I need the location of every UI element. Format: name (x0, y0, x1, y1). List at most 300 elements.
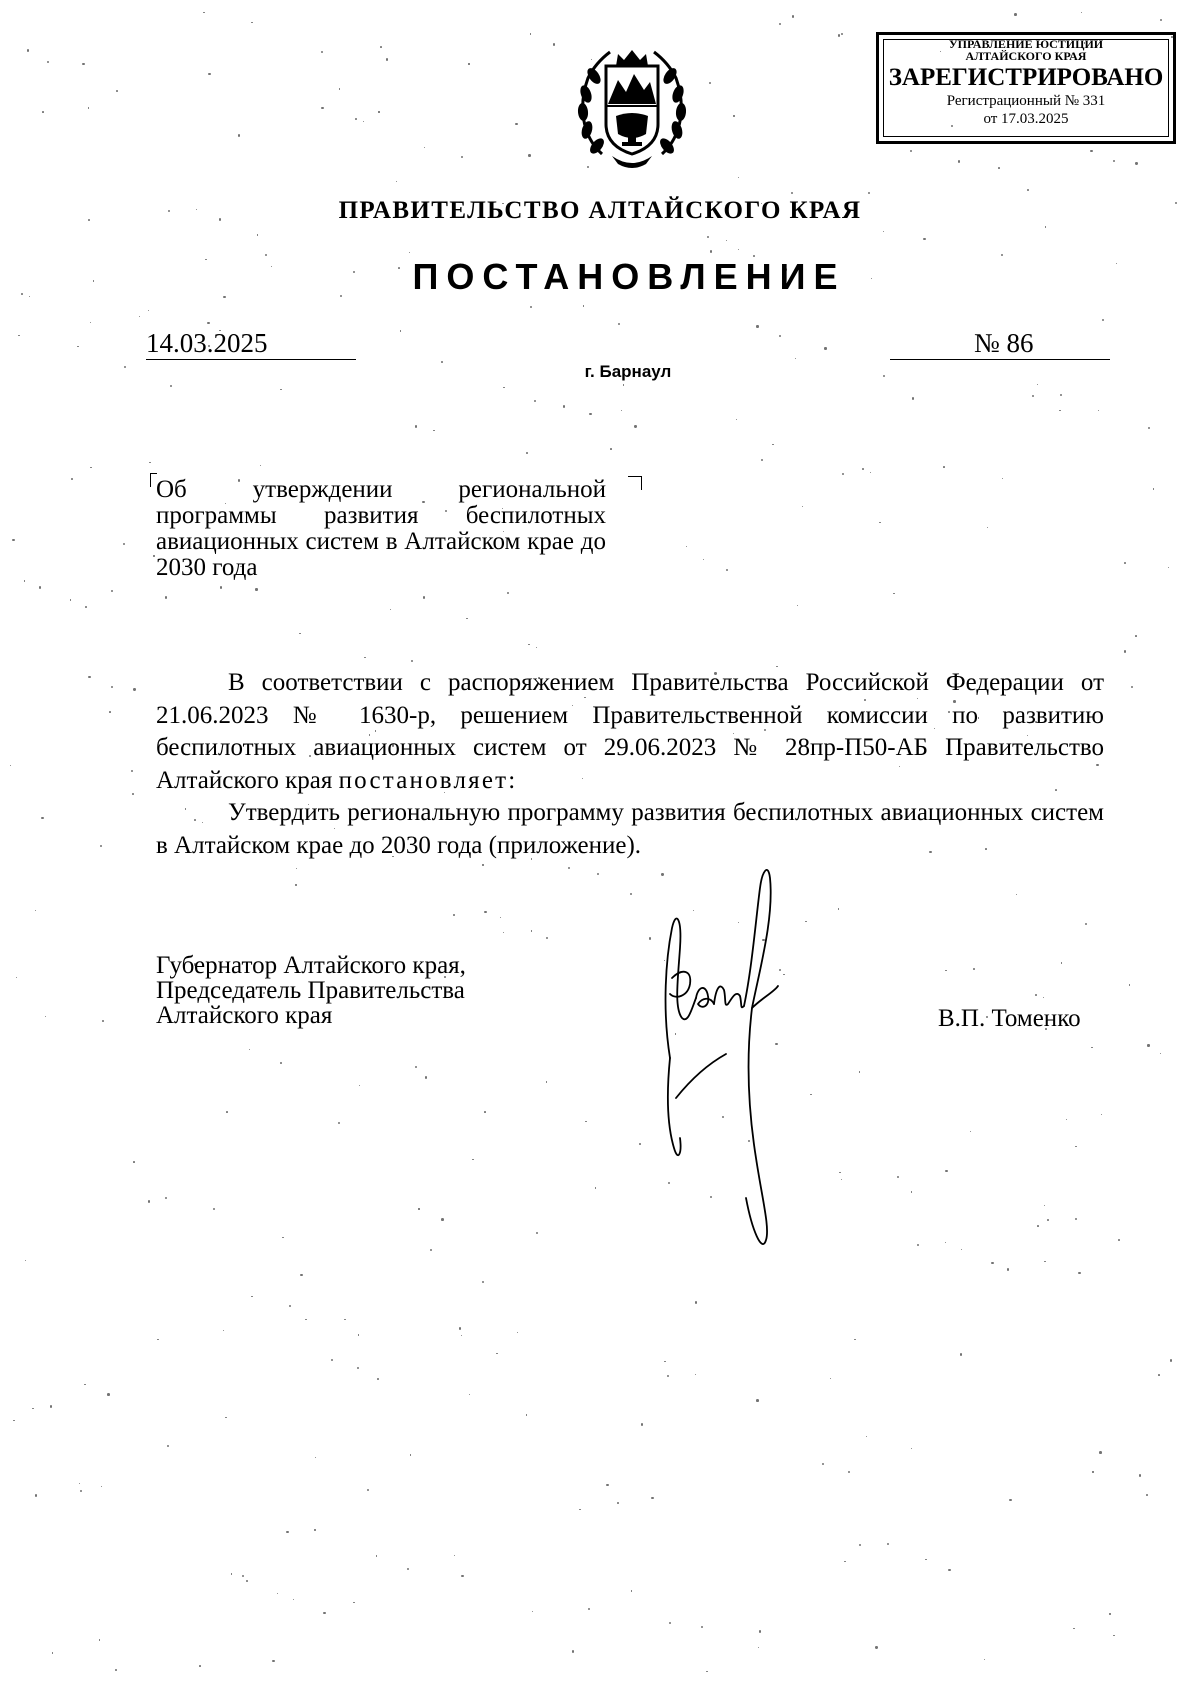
scan-speck (859, 1071, 860, 1072)
scan-speck (998, 167, 1000, 169)
scan-speck (897, 1176, 899, 1178)
scan-speck (530, 306, 533, 309)
scan-speck (1007, 1268, 1010, 1271)
scan-speck (911, 1191, 913, 1193)
scan-speck (251, 1296, 252, 1297)
scan-speck (80, 1490, 82, 1492)
scan-speck (246, 1580, 248, 1582)
scan-speck (424, 147, 425, 148)
scan-speck (32, 1408, 33, 1409)
stamp-registration-number: Регистрационный № 331 (946, 93, 1106, 109)
scan-speck (546, 937, 548, 939)
scan-speck (484, 1111, 486, 1113)
scan-speck (13, 1420, 14, 1421)
scan-speck (1139, 1474, 1141, 1476)
scan-speck (157, 1339, 159, 1341)
scan-speck (376, 1555, 377, 1556)
scan-speck (621, 410, 622, 411)
scan-speck (528, 154, 530, 156)
scan-speck (707, 236, 709, 238)
scan-speck (461, 156, 463, 158)
scan-speck (496, 1353, 498, 1355)
scan-speck (42, 111, 44, 113)
scan-speck (430, 1249, 432, 1251)
scan-speck (1035, 994, 1037, 996)
scan-speck (1043, 997, 1044, 998)
scan-speck (1085, 923, 1087, 925)
scan-speck (500, 917, 501, 918)
scan-speck (991, 1262, 993, 1264)
scan-speck (207, 322, 209, 324)
scan-speck (695, 1374, 696, 1375)
scan-speck (1059, 410, 1060, 411)
scan-speck (1147, 1044, 1149, 1046)
scan-speck (686, 546, 687, 547)
scan-speck (948, 1569, 951, 1572)
scan-speck (630, 893, 632, 895)
scan-speck (35, 1494, 37, 1496)
scan-speck (249, 1049, 250, 1050)
scan-speck (1101, 1114, 1103, 1116)
body-paragraph-1 (156, 667, 1104, 797)
scan-speck (631, 1590, 633, 1592)
scan-speck (377, 1378, 379, 1380)
scan-speck (454, 1555, 455, 1556)
scan-speck (772, 444, 773, 445)
scan-speck (839, 1172, 841, 1174)
scan-speck (1061, 962, 1063, 964)
resolves-word: постановляет: (338, 766, 518, 794)
scan-speck (338, 1122, 340, 1124)
scan-speck (669, 1622, 671, 1624)
scan-speck (641, 1423, 643, 1425)
scan-speck (344, 1319, 346, 1321)
scan-speck (242, 1575, 244, 1577)
scan-speck (88, 107, 89, 108)
scan-speck (585, 1121, 586, 1122)
scan-speck (116, 90, 118, 92)
document-subject: Об утверждении региональной программы развития беспилотных авиационных систем в Алтайском крае до 2030 года (156, 476, 606, 581)
scan-speck (357, 1367, 359, 1369)
scan-speck (1002, 478, 1003, 479)
scan-speck (610, 448, 612, 450)
scan-speck (536, 647, 537, 648)
scan-speck (759, 1630, 761, 1632)
scan-speck (911, 1448, 912, 1449)
scan-speck (1091, 1047, 1092, 1048)
scan-speck (822, 1463, 824, 1465)
scan-speck (139, 316, 140, 317)
scan-speck (530, 33, 531, 34)
scan-speck (733, 115, 734, 116)
scan-speck (738, 249, 739, 250)
scan-speck (848, 1471, 850, 1473)
scan-speck (791, 192, 793, 194)
scan-speck (1081, 12, 1082, 13)
scan-speck (90, 322, 91, 323)
scan-speck (225, 1417, 227, 1419)
scan-speck (532, 1611, 533, 1612)
scan-speck (1158, 1374, 1160, 1376)
scan-speck (1109, 1613, 1110, 1614)
scan-speck (99, 1639, 101, 1641)
scan-speck (79, 1483, 80, 1484)
scan-speck (282, 1237, 284, 1239)
scan-speck (841, 33, 843, 35)
scan-speck (795, 358, 796, 359)
scan-speck (583, 305, 585, 307)
scan-speck (468, 63, 469, 64)
scan-speck (418, 1208, 419, 1209)
scan-speck (517, 1332, 518, 1333)
scan-speck (528, 644, 530, 646)
scan-speck (199, 1665, 201, 1667)
scan-speck (415, 425, 417, 427)
scan-speck (1135, 162, 1137, 164)
scan-speck (866, 1436, 867, 1437)
number-underline (890, 359, 1110, 360)
scan-speck (482, 864, 483, 865)
scan-speck (378, 111, 379, 112)
scan-speck (1168, 567, 1169, 568)
scan-speck (802, 506, 803, 507)
scan-speck (295, 884, 296, 885)
scan-speck (792, 15, 794, 17)
scan-speck (534, 400, 537, 403)
scan-speck (148, 1200, 150, 1202)
scan-speck (779, 335, 781, 337)
scan-speck (390, 609, 391, 610)
scan-speck (484, 911, 486, 913)
scan-speck (102, 1020, 104, 1022)
scan-speck (623, 384, 625, 386)
scan-speck (226, 1111, 228, 1113)
scan-speck (1102, 319, 1104, 321)
scan-speck (507, 592, 509, 594)
scan-speck (1075, 1218, 1077, 1220)
scan-speck (459, 1327, 461, 1329)
scan-speck (208, 73, 210, 75)
scan-speck (461, 1335, 463, 1337)
scan-speck (1092, 1471, 1093, 1472)
scan-speck (649, 937, 651, 939)
scan-speck (726, 569, 729, 572)
scan-speck (588, 1608, 590, 1610)
scan-speck (18, 335, 20, 337)
scan-speck (639, 1143, 641, 1145)
scan-speck (149, 462, 150, 463)
document-city: г. Барнаул (584, 362, 672, 381)
scan-speck (82, 63, 84, 65)
scan-speck (77, 346, 78, 347)
scan-speck (701, 1626, 703, 1628)
scan-speck (961, 1249, 962, 1250)
scan-speck (133, 1161, 135, 1163)
scan-speck (27, 49, 30, 52)
scan-speck (101, 1486, 103, 1488)
stamp-inner-border (883, 39, 1169, 137)
scan-speck (1131, 686, 1133, 688)
scan-speck (1098, 410, 1099, 411)
scan-speck (526, 452, 528, 454)
scan-speck (358, 1334, 359, 1335)
scan-speck (910, 150, 912, 152)
scan-speck (883, 231, 884, 232)
scan-speck (703, 559, 704, 560)
scan-speck (1016, 894, 1017, 895)
scan-speck (1027, 189, 1029, 191)
scan-speck (844, 1561, 845, 1562)
scan-speck (595, 1187, 597, 1189)
scan-speck (970, 1131, 971, 1132)
scan-speck (469, 1394, 470, 1395)
scan-speck (84, 1384, 85, 1385)
scan-speck (132, 793, 134, 795)
scan-speck (553, 43, 556, 46)
scan-speck (503, 932, 504, 933)
scan-speck (257, 234, 258, 235)
scan-speck (736, 419, 738, 421)
scan-speck (10, 765, 11, 766)
scan-speck (47, 61, 49, 63)
scan-speck (16, 977, 17, 978)
scan-speck (165, 1197, 167, 1199)
document-date: 14.03.2025 (146, 328, 268, 358)
scan-speck (710, 250, 713, 253)
scan-speck (945, 970, 946, 971)
scan-speck (425, 1076, 427, 1078)
scan-speck (597, 873, 599, 875)
scan-speck (280, 1062, 282, 1064)
altai-coat-of-arms-icon (572, 44, 692, 170)
scan-speck (323, 1612, 325, 1614)
scan-speck (887, 1543, 890, 1546)
scan-speck (838, 908, 839, 909)
scan-speck (299, 633, 300, 634)
scan-speck (1073, 1628, 1075, 1630)
scan-speck (238, 134, 240, 136)
scan-speck (797, 605, 798, 606)
scan-speck (917, 1244, 919, 1246)
scan-speck (912, 397, 914, 399)
scan-speck (1044, 1205, 1045, 1206)
scan-speck (651, 1497, 653, 1499)
scan-speck (868, 192, 870, 194)
scan-speck (1160, 1053, 1161, 1054)
scan-speck (231, 1573, 232, 1574)
scan-speck (879, 522, 880, 523)
scan-speck (854, 1339, 856, 1341)
scan-speck (1170, 1359, 1172, 1361)
scan-speck (667, 1375, 669, 1377)
scan-speck (893, 593, 894, 594)
scan-speck (255, 588, 257, 590)
scan-speck (39, 586, 41, 588)
scan-speck (305, 1319, 307, 1321)
scan-speck (153, 555, 154, 556)
scan-speck (280, 389, 282, 391)
scan-speck (24, 580, 26, 582)
scan-speck (100, 845, 102, 847)
scan-speck (830, 1378, 831, 1379)
signatory-name: В.П. Томенко (938, 1005, 1081, 1032)
registration-stamp (876, 32, 1176, 144)
scan-speck (1014, 13, 1017, 16)
scan-speck (1090, 150, 1092, 152)
scan-speck (943, 466, 945, 468)
scan-speck (589, 413, 591, 415)
scan-speck (664, 1361, 666, 1363)
scan-speck (85, 606, 87, 608)
scan-speck (220, 586, 222, 588)
scan-speck (88, 676, 90, 678)
scan-speck (945, 1242, 946, 1243)
scan-speck (568, 867, 570, 869)
scan-speck (70, 599, 71, 600)
stamp-agency: УПРАВЛЕНИЕ ЮСТИЦИИ АЛТАЙСКОГО КРАЯ (948, 37, 1104, 63)
scan-speck (526, 1414, 528, 1416)
scan-speck (170, 385, 172, 387)
scan-speck (1047, 1219, 1049, 1221)
scan-speck (1032, 395, 1034, 397)
scan-speck (35, 910, 36, 911)
scan-speck (45, 1016, 46, 1017)
scan-speck (314, 1529, 315, 1530)
scan-speck (973, 968, 975, 970)
scan-speck (1124, 650, 1126, 652)
scan-speck (1146, 1494, 1148, 1496)
scan-speck (321, 51, 323, 53)
scan-speck (1066, 1119, 1067, 1120)
scan-speck (433, 430, 434, 431)
scan-speck (111, 686, 113, 688)
scan-speck (359, 1085, 360, 1086)
scan-speck (536, 1232, 538, 1234)
scan-speck (223, 1330, 224, 1331)
scan-speck (923, 238, 925, 240)
scan-speck (756, 325, 758, 327)
scan-speck (363, 121, 364, 122)
date-underline (146, 359, 356, 360)
scan-speck (41, 817, 43, 819)
scan-speck (472, 1159, 473, 1160)
scan-speck (870, 472, 871, 473)
scan-speck (779, 23, 781, 25)
scan-speck (1129, 984, 1131, 986)
scan-speck (107, 1393, 110, 1396)
scan-speck (123, 543, 125, 545)
scan-speck (148, 310, 149, 311)
scan-speck (300, 1274, 302, 1276)
scan-speck (441, 1218, 444, 1221)
scan-speck (353, 1602, 355, 1604)
scan-speck (1075, 1146, 1077, 1148)
scan-speck (339, 88, 341, 90)
scan-speck (761, 459, 763, 461)
scan-speck (286, 1531, 289, 1534)
scan-speck (466, 618, 468, 620)
stamp-title: ЗАРЕГИСТРИРОВАНО (888, 64, 1164, 91)
scan-speck (410, 1454, 412, 1456)
scan-speck (71, 478, 73, 480)
scan-speck (296, 868, 297, 869)
scan-speck (726, 240, 727, 241)
scan-speck (364, 657, 365, 658)
scan-speck (111, 590, 113, 592)
government-name: ПРАВИТЕЛЬСТВО АЛТАЙСКОГО КРАЯ (338, 197, 862, 224)
scan-speck (90, 467, 92, 469)
scan-speck (862, 468, 864, 470)
scan-speck (1037, 1225, 1039, 1227)
scan-speck (875, 1646, 877, 1648)
scan-speck (958, 160, 960, 162)
scan-speck (52, 1652, 53, 1653)
scan-speck (1148, 427, 1150, 429)
scan-speck (606, 1484, 608, 1486)
scan-speck (1118, 1239, 1120, 1241)
scan-speck (407, 1568, 409, 1570)
body-paragraph-2: Утвердить региональную программу развития беспилотных авиационных систем в Алтайском крае до 2030 года (приложение). (156, 799, 1104, 859)
scan-speck (756, 1399, 759, 1402)
document-type: ПОСТАНОВЛЕНИЕ (412, 256, 846, 297)
scan-speck (960, 1353, 962, 1355)
scan-speck (109, 711, 111, 713)
body-paragraph-1-text: В соответствии с распоряжением Правительства Российской Федерации от 21.06.2023 № 1630-р, решением Правительственной комиссии по развитию беспилотных авиационных систем от 29.06.2023 № 28пр-П50-АБ Правительство Алтайского края (156, 669, 1104, 794)
scan-speck (546, 1081, 547, 1082)
scan-speck (203, 12, 204, 13)
scan-speck (12, 539, 15, 542)
scan-speck (131, 770, 133, 772)
scan-speck (260, 465, 261, 466)
subject-corner-right (628, 476, 642, 490)
scan-speck (859, 1544, 861, 1546)
scan-speck (563, 405, 565, 407)
scan-speck (1044, 1261, 1046, 1263)
scan-speck (503, 387, 505, 389)
scan-speck (165, 596, 167, 598)
handwritten-signature-icon (652, 858, 822, 1258)
scan-speck (945, 1170, 947, 1172)
scan-speck (213, 1208, 215, 1210)
scan-speck (572, 1650, 575, 1653)
signatory-title: Губернатор Алтайского края, Председатель Правительства Алтайского края (156, 952, 466, 1029)
scan-speck (1078, 1272, 1080, 1274)
scan-speck (482, 1281, 484, 1283)
scan-speck (386, 58, 388, 60)
scan-speck (380, 46, 382, 48)
scan-speck (984, 1659, 986, 1661)
scan-speck (695, 1301, 697, 1303)
scan-speck (423, 596, 425, 598)
scan-speck (1113, 1635, 1114, 1636)
scan-speck (531, 930, 533, 932)
scan-speck (293, 1599, 294, 1600)
scan-speck (634, 425, 636, 427)
scan-speck (1135, 635, 1137, 637)
scan-speck (355, 118, 357, 120)
scan-speck (1160, 19, 1162, 21)
scan-speck (453, 914, 455, 916)
scan-speck (133, 688, 135, 690)
scan-speck (50, 1405, 52, 1407)
scan-speck (25, 1260, 26, 1261)
scan-speck (824, 347, 826, 349)
scan-speck (411, 660, 413, 662)
scan-speck (277, 1593, 278, 1594)
document-number: № 86 (974, 328, 1034, 358)
scan-speck (115, 1669, 117, 1671)
scan-speck (1124, 562, 1126, 564)
